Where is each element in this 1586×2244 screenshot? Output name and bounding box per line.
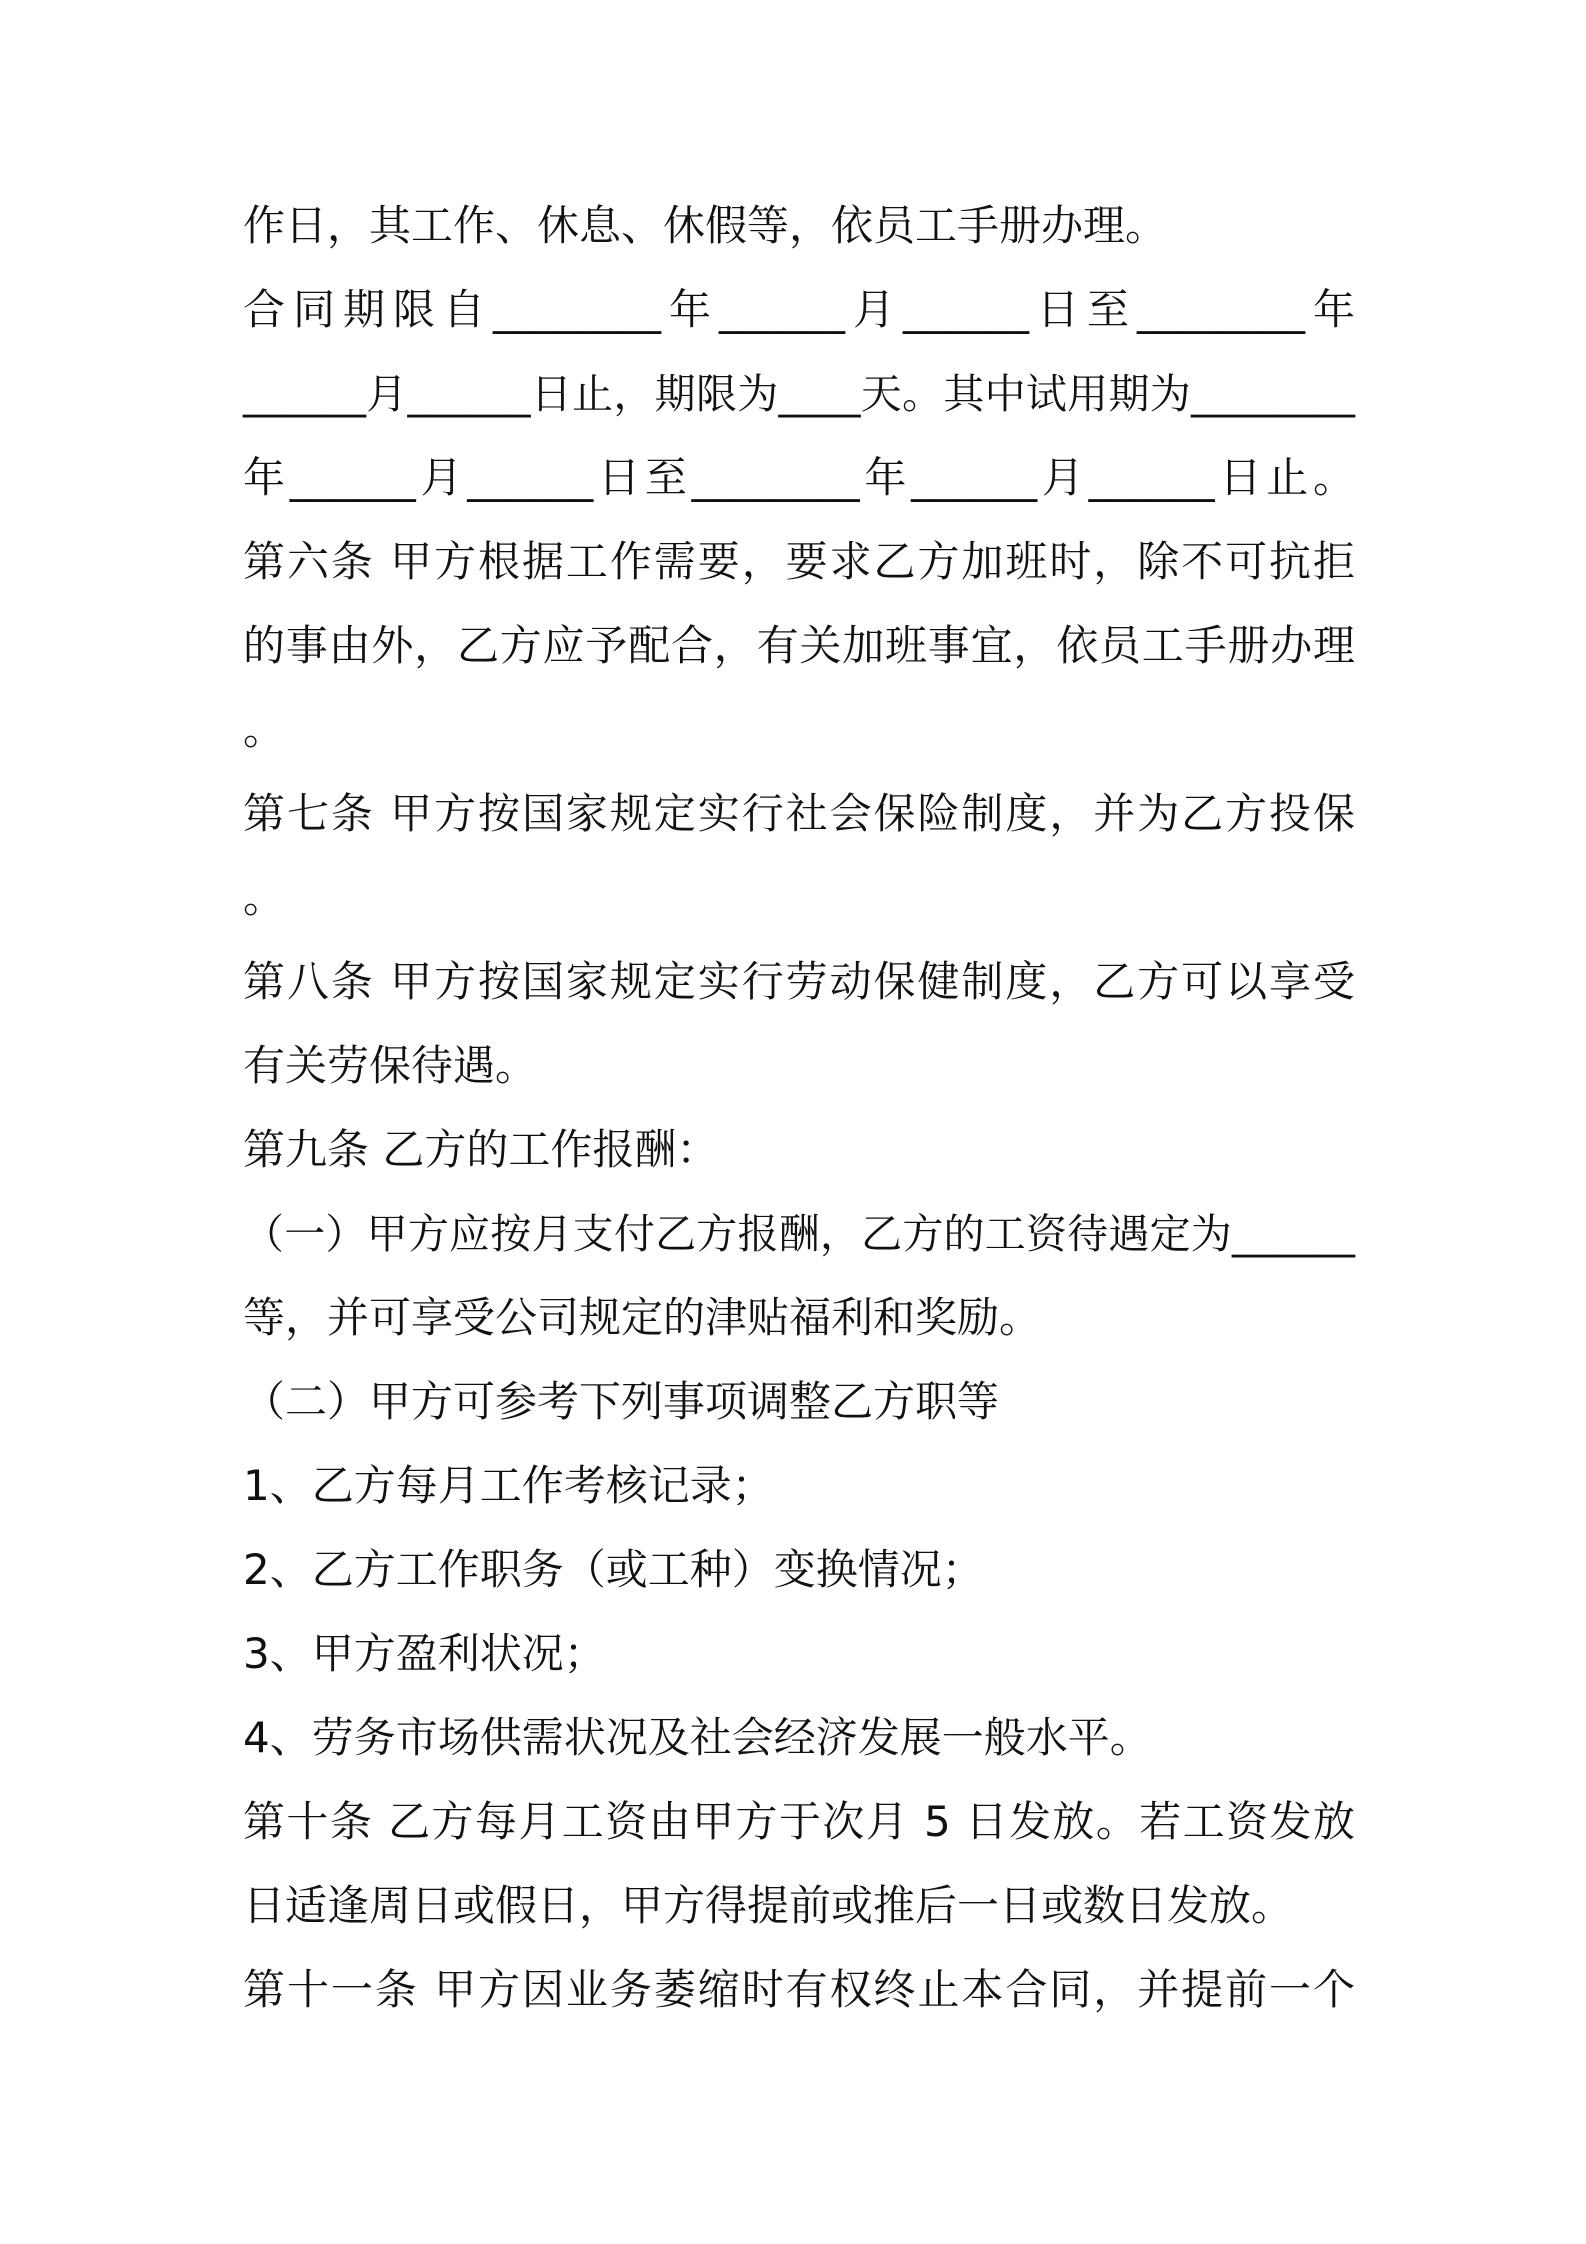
text-line-20: 第十条 乙方每月工资由甲方于次月 5 日发放。若工资发放 (243, 1797, 1355, 1846)
text-line-4: 年______月______日至________年______月______日止。 (243, 453, 1355, 502)
text-line-2: 合同期限自________年______月______日至________年 (243, 285, 1355, 334)
text-line-1: 作日，其工作、休息、休假等，依员工手册办理。 (243, 201, 1168, 250)
text-line-14: 等，并可享受公司规定的津贴福利和奖励。 (243, 1293, 1042, 1342)
text-line-16: 1、乙方每月工作考核记录； (243, 1461, 774, 1510)
text-line-10: 第八条 甲方按国家规定实行劳动保健制度，乙方可以享受 (243, 957, 1355, 1006)
text-line-18: 3、甲方盈利状况； (243, 1629, 606, 1678)
text-line-7: 。 (243, 705, 286, 754)
text-line-19: 4、劳务市场供需状况及社会经济发展一般水平。 (243, 1713, 1152, 1762)
text-line-12: 第九条 乙方的工作报酬： (243, 1125, 719, 1174)
text-line-21: 日适逢周日或假日，甲方得提前或推后一日或数日发放。 (243, 1881, 1294, 1930)
text-line-13: （一）甲方应按月支付乙方报酬，乙方的工资待遇定为______ (243, 1210, 1355, 1258)
text-line-11: 有关劳保待遇。 (243, 1041, 538, 1090)
text-line-5: 第六条 甲方根据工作需要，要求乙方加班时，除不可抗拒 (243, 537, 1355, 586)
text-line-17: 2、乙方工作职务（或工种）变换情况； (243, 1545, 984, 1594)
text-line-6: 的事由外，乙方应予配合，有关加班事宜，依员工手册办理 (243, 621, 1355, 670)
text-line-22: 第十一条 甲方因业务萎缩时有权终止本合同，并提前一个 (243, 1965, 1355, 2014)
text-line-15: （二）甲方可参考下列事项调整乙方职等 (243, 1377, 1000, 1426)
text-line-9: 。 (243, 873, 286, 922)
text-line-3: ______月______日止，期限为____天。其中试用期为________ (243, 370, 1355, 418)
text-line-8: 第七条 甲方按国家规定实行社会保险制度，并为乙方投保 (243, 789, 1355, 838)
